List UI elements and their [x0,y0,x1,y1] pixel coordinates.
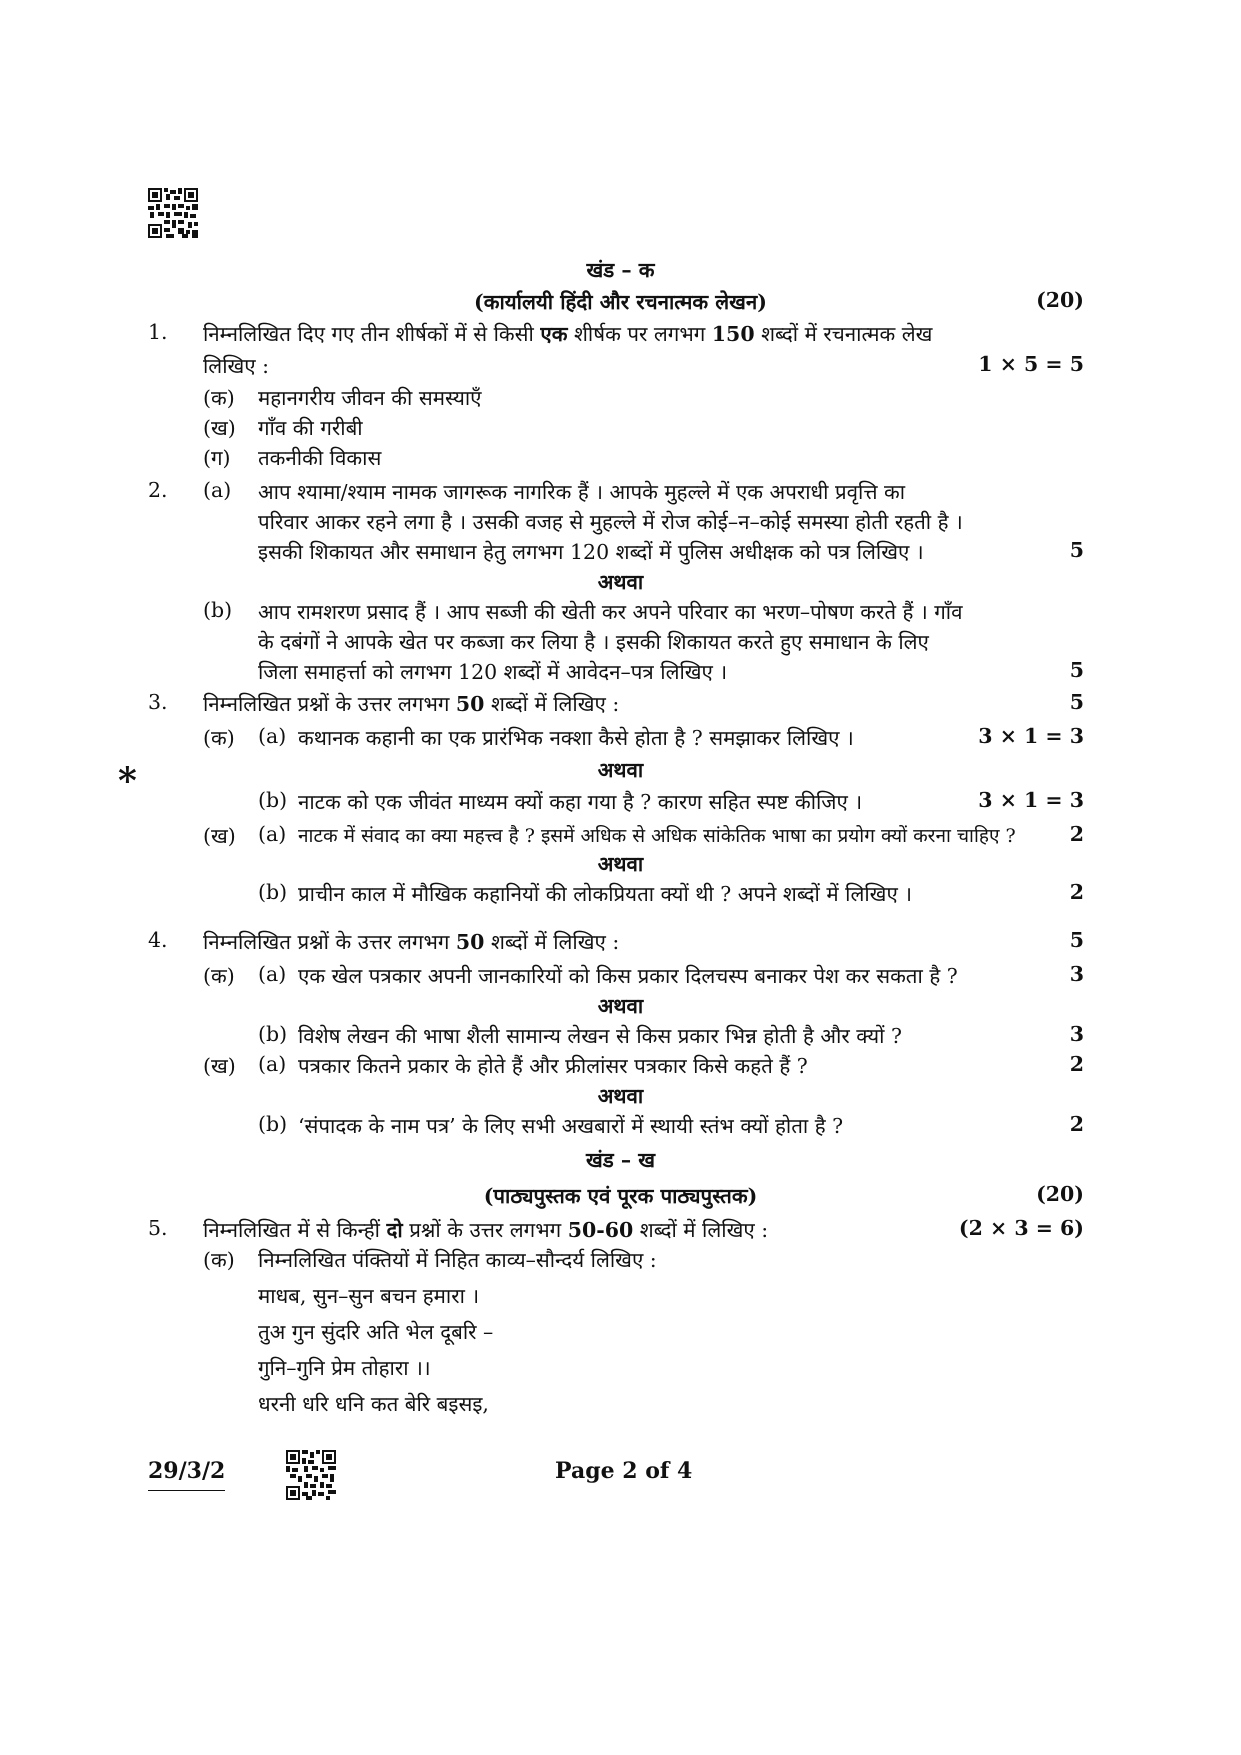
q4-ka-a-label: (a) [258,962,287,986]
q2-b-line: जिला समाहर्त्ता को लगभग 120 शब्दों में आवेदन–पत्र लिखिए । [258,660,728,684]
q2-a-line: इसकी शिकायत और समाधान हेतु लगभग 120 शब्दों में पुलिस अधीक्षक को पत्र लिखिए । [258,540,924,564]
q1-number: 1. [148,320,168,344]
q4-number: 4. [148,928,168,952]
poem-line: माधब, सुन–सुन बचन हमारा । [258,1284,480,1308]
q3-kha-a-label: (a) [258,822,287,846]
q3-or-separator-1: अथवा [597,758,644,782]
q5-ka-label: (क) [203,1248,235,1272]
q3-ka-label: (क) [203,726,235,750]
q4-kha-a-label: (a) [258,1052,287,1076]
q2-a-label: (a) [203,478,232,502]
asterisk-mark: * [118,760,137,802]
q1-marks: 1 × 5 = 5 [978,352,1084,376]
q2-a-marks: 5 [1069,538,1084,562]
q1-stem-line-1: निम्नलिखित दिए गए तीन शीर्षकों में से किसी एक शीर्षक पर लगभग 150 शब्दों में रचनात्मक लेख [203,322,933,346]
q1-option-label: (ग) [203,446,231,470]
q3-ka-b-label: (b) [258,788,288,812]
q2-or-separator: अथवा [597,570,644,594]
q4-ka-b-label: (b) [258,1022,288,1046]
section-b-heading: खंड – ख [585,1148,656,1172]
section-a-heading: खंड – क [586,258,655,282]
q2-number: 2. [148,478,168,502]
q5-number: 5. [148,1216,168,1240]
section-a-subheading: (कार्यालयी हिंदी और रचनात्मक लेखन) [474,290,767,314]
q5-marks: (2 × 3 = 6) [958,1216,1084,1240]
q4-kha-a-text: पत्रकार कितने प्रकार के होते हैं और फ्रीलांसर पत्रकार किसे कहते हैं ? [298,1054,808,1078]
q1-stem-line-2: लिखिए : [203,354,270,378]
q5-ka-text: निम्नलिखित पंक्तियों में निहित काव्य–सौन्दर्य लिखिए : [258,1248,657,1272]
q3-kha-a-text: नाटक में संवाद का क्या महत्त्व है ? इसमें अधिक से अधिक सांकेतिक भाषा का प्रयोग क्यों करना चाहिए ? [298,825,1016,847]
q4-ka-b-text: विशेष लेखन की भाषा शैली सामान्य लेखन से किस प्रकार भिन्न होती है और क्यों ? [298,1024,902,1048]
q4-ka-label: (क) [203,964,235,988]
q5-stem: निम्नलिखित में से किन्हीं दो प्रश्नों के उत्तर लगभग 50-60 शब्दों में लिखिए : [203,1218,769,1242]
poem-line: तुअ गुन सुंदरि अति भेल दूबरि – [258,1320,494,1344]
q3-ka-a-label: (a) [258,724,287,748]
q4-kha-b-label: (b) [258,1112,288,1136]
q1-option-text: महानगरीय जीवन की समस्याएँ [258,386,482,410]
q2-b-line: के दबंगों ने आपके खेत पर कब्जा कर लिया है । इसकी शिकायत करते हुए समाधान के लिए [258,630,929,654]
q1-option-text: तकनीकी विकास [258,446,382,470]
q3-ka-a-text: कथानक कहानी का एक प्रारंभिक नक्शा कैसे होता है ? समझाकर लिखिए । [298,726,854,750]
q4-ka-a-marks: 3 [1069,962,1084,986]
q3-kha-b-label: (b) [258,880,288,904]
q1-option-label: (ख) [203,416,236,440]
section-b-subheading: (पाठ्यपुस्तक एवं पूरक पाठ्यपुस्तक) [483,1184,758,1208]
q2-b-line: आप रामशरण प्रसाद हैं । आप सब्जी की खेती कर अपने परिवार का भरण–पोषण करते हैं । गाँव [258,600,963,624]
q2-b-marks: 5 [1069,658,1084,682]
q2-a-line: परिवार आकर रहने लगा है । उसकी वजह से मुहल्ले में रोज कोई–न–कोई समस्या होती रहती है । [258,510,963,534]
q3-ka-b-text: नाटक को एक जीवंत माध्यम क्यों कहा गया है ? कारण सहित स्पष्ट कीजिए । [298,790,863,814]
q4-marks: 5 [1069,928,1084,952]
section-a-marks: (20) [1036,288,1084,312]
q2-a-line: आप श्यामा/श्याम नामक जागरूक नागरिक हैं । आपके मुहल्ले में एक अपराधी प्रवृत्ति का [258,480,906,504]
qr-code-footer [286,1450,336,1500]
q4-stem: निम्नलिखित प्रश्नों के उत्तर लगभग 50 शब्दों में लिखिए : [203,930,620,954]
q4-kha-label: (ख) [203,1054,236,1078]
q4-or-separator-1: अथवा [597,994,644,1018]
q3-marks: 5 [1069,690,1084,714]
q3-or-separator-2: अथवा [597,852,644,876]
q4-or-separator-2: अथवा [597,1084,644,1108]
q3-kha-a-marks: 2 [1069,822,1084,846]
qr-code-top [148,188,198,238]
q4-kha-a-marks: 2 [1069,1052,1084,1076]
q3-number: 3. [148,690,168,714]
q3-kha-b-marks: 2 [1069,880,1084,904]
q3-kha-label: (ख) [203,824,236,848]
q3-ka-b-marks: 3 × 1 = 3 [978,788,1084,812]
q3-ka-a-marks: 3 × 1 = 3 [978,724,1084,748]
q4-ka-a-text: एक खेल पत्रकार अपनी जानकारियों को किस प्रकार दिलचस्प बनाकर पेश कर सकता है ? [298,964,958,988]
q4-kha-b-text: ‘संपादक के नाम पत्र’ के लिए सभी अखबारों में स्थायी स्तंभ क्यों होता है ? [298,1114,844,1138]
q2-b-label: (b) [203,598,233,622]
q4-ka-b-marks: 3 [1069,1022,1084,1046]
q4-kha-b-marks: 2 [1069,1112,1084,1136]
q1-option-label: (क) [203,386,235,410]
q3-kha-b-text: प्राचीन काल में मौखिक कहानियों की लोकप्रियता क्यों थी ? अपने शब्दों में लिखिए । [298,882,913,906]
poem-line: गुनि–गुनि प्रेम तोहारा ।। [258,1356,431,1380]
q1-option-text: गाँव की गरीबी [258,416,363,440]
paper-code: 29/3/2 [148,1458,225,1491]
section-b-marks: (20) [1036,1182,1084,1206]
poem-line: धरनी धरि धनि कत बेरि बइसइ, [258,1392,489,1416]
q3-stem: निम्नलिखित प्रश्नों के उत्तर लगभग 50 शब्दों में लिखिए : [203,692,620,716]
page-number: Page 2 of 4 [555,1458,693,1484]
